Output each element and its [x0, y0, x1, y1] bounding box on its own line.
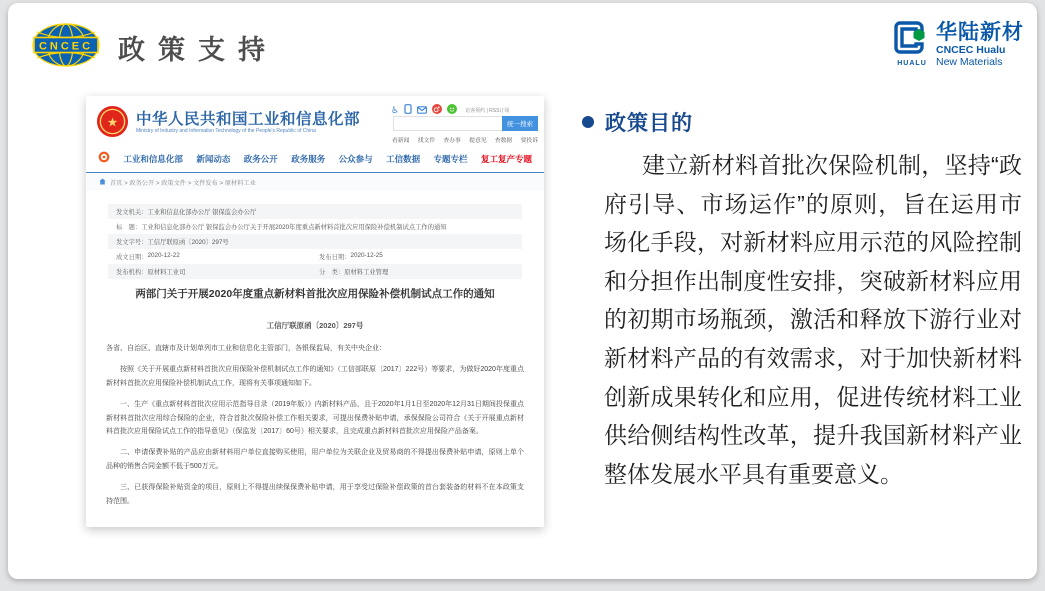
hualu-name-cn: 华陆新材	[936, 21, 1024, 44]
nav-item-data[interactable]: 工信数据	[386, 154, 421, 164]
notice-paragraph: 各省、自治区、直辖市及计划单列市工业和信息化主管部门，各银保监局，有关中央企业：	[106, 345, 386, 352]
hualu-logo-wordmark: HUALU	[897, 60, 927, 67]
meta-row-doc-number	[108, 234, 522, 249]
svg-text:★: ★	[106, 115, 119, 130]
search-button[interactable]: 统一搜索	[502, 116, 538, 131]
policy-purpose-heading: 政策目的	[605, 112, 693, 135]
meta-label: 发文字号：	[116, 239, 148, 246]
slide-title: 政策支持	[118, 35, 278, 66]
meta-label: 发布日期：	[319, 254, 351, 261]
breadcrumb[interactable]	[86, 175, 544, 190]
meta-value: 工业和信息化部办公厅 银保监会办公厅	[147, 209, 257, 216]
slide-header-left	[30, 21, 278, 74]
nav-item-public-participation[interactable]: 公众参与	[338, 154, 373, 164]
nav-item-gov-disclosure[interactable]: 政务公开	[243, 154, 278, 164]
slide	[8, 3, 1037, 579]
quick-links	[392, 135, 538, 144]
search-input[interactable]	[393, 116, 502, 131]
cncec-globe-logo-icon	[30, 21, 102, 74]
meta-row-publisher	[108, 264, 522, 279]
meta-value: 工业和信息化部办公厅 银保监会办公厅关于开展2020年度重点新材料首批次应用保险补偿机制试点工作的通知	[141, 224, 447, 231]
meta-label: 分 类：	[319, 269, 345, 276]
meta-row-title	[108, 219, 522, 234]
nav-item-special-topics[interactable]: 专题专栏	[433, 154, 468, 164]
ministry-title-english: Ministry of Industry and Information Technology of the People's Republic of China	[136, 128, 316, 134]
notice-body	[106, 342, 524, 516]
hualu-brand	[894, 21, 1024, 68]
nav-item-news[interactable]: 新闻动态	[196, 154, 231, 164]
policy-purpose-header	[582, 107, 693, 137]
policy-purpose-body: 建立新材料首批次保险机制，坚持“政府引导、市场运作”的原则，旨在运用市场化手段，对新材料应用示范的风险控制和分担作出制度性安排，突破新材料应用的初期市场瓶颈，激活和释放下游行业对新材料产品的有效需求，对于加快新材料创新成果转化和应用，促进传统材料工业供给侧结构性改革，提升我国新材料产业整体发展水平具有重要意义。	[604, 152, 1022, 487]
document-meta-table	[108, 204, 522, 279]
meta-label: 发文机关：	[116, 209, 148, 216]
quick-link-suggest[interactable]: 提意见	[469, 138, 487, 144]
quick-link-news[interactable]: 看新闻	[392, 138, 410, 144]
meta-value: 工信厅联原函〔2020〕297号	[147, 239, 229, 246]
accessibility-icon[interactable]: ♿	[391, 104, 400, 115]
hualu-logo-icon	[894, 21, 930, 59]
breadcrumb-path: 首页 > 政务公开 > 政策文件 > 文件发布 > 原材料工业	[110, 180, 256, 187]
quick-link-files[interactable]: 找文件	[417, 138, 436, 144]
meta-row-dates	[108, 249, 522, 264]
notice-paragraph: 二、申请保费补贴的产品应由新材料用户单位直接购买使用，用户单位为关联企业及贸易商的不得提出保费补贴申请，原则上单个品种的销售合同金额不低于500万元。	[106, 449, 524, 470]
miit-website-screenshot	[86, 96, 544, 527]
meta-label: 标 题：	[116, 224, 142, 231]
notice-paragraph: 三、已获得保险补贴资金的项目，原则上不得提出续保保费补贴申请，用于享受过保险补偿政策的首台套装备的材料不在本政策支持范围。	[106, 484, 524, 505]
national-emblem-icon	[96, 105, 129, 143]
miit-swirl-logo-icon	[98, 150, 110, 168]
meta-value: 2020-12-25	[350, 252, 383, 259]
quick-link-complaint[interactable]: 要投诉	[520, 138, 538, 144]
notice-paragraph: 一、生产《重点新材料首批次应用示范指导目录（2019年版）》内新材料产品，且于2020年1月1日至2020年12月31日期间投保重点新材料首批次应用综合保险的企业，符合首批次保险补偿工作相关要求，可提出保费补贴申请，承保保险公司符合《关于开展重点新材料首批次应用保险试点工作的指导意见》（保监发〔2017〕60号）相关要求，且完成重点新材料首批次应用保险产品备案。	[106, 401, 524, 436]
nav-item-gov-services[interactable]: 政务服务	[291, 154, 326, 164]
visitor-rss-links[interactable]: 访客预约 | RSS订阅	[465, 107, 510, 114]
meta-label: 成文日期：	[116, 254, 148, 261]
ministry-title: 中华人民共和国工业和信息化部	[136, 111, 361, 128]
meta-value: 原材料工业管理	[344, 269, 389, 276]
hualu-name-en2: New Materials	[936, 56, 1003, 68]
bullet-icon	[582, 116, 594, 128]
site-navbar	[86, 146, 544, 173]
notice-paragraph: 按照《关于开展重点新材料首批次应用保险补偿机制试点工作的通知》（工信部联原〔2017〕222号）等要求，为做好2020年度重点新材料首批次应用保险补偿机制试点工作，现将有关事项通知如下。	[106, 366, 524, 387]
quick-link-services[interactable]: 查办事	[443, 138, 461, 144]
site-search	[393, 116, 538, 131]
home-icon	[99, 178, 106, 187]
meta-row-issuing-org	[108, 204, 522, 219]
nav-item-resume-work[interactable]: 复工复产专题	[480, 154, 532, 164]
nav-item-ministry[interactable]: 工业和信息化部	[123, 154, 183, 164]
hualu-name-en: CNCEC Hualu	[936, 44, 1006, 56]
meta-label: 发布机构：	[116, 269, 148, 276]
meta-value: 原材料工业司	[147, 269, 186, 276]
notice-title: 两部门关于开展2020年度重点新材料首批次应用保险补偿机制试点工作的通知	[135, 288, 495, 300]
quick-link-data[interactable]: 查数据	[494, 138, 513, 144]
meta-value: 2020-12-22	[147, 252, 180, 259]
svg-text:CNCEC: CNCEC	[38, 40, 94, 53]
notice-number: 工信厅联原函〔2020〕297号	[266, 321, 364, 330]
